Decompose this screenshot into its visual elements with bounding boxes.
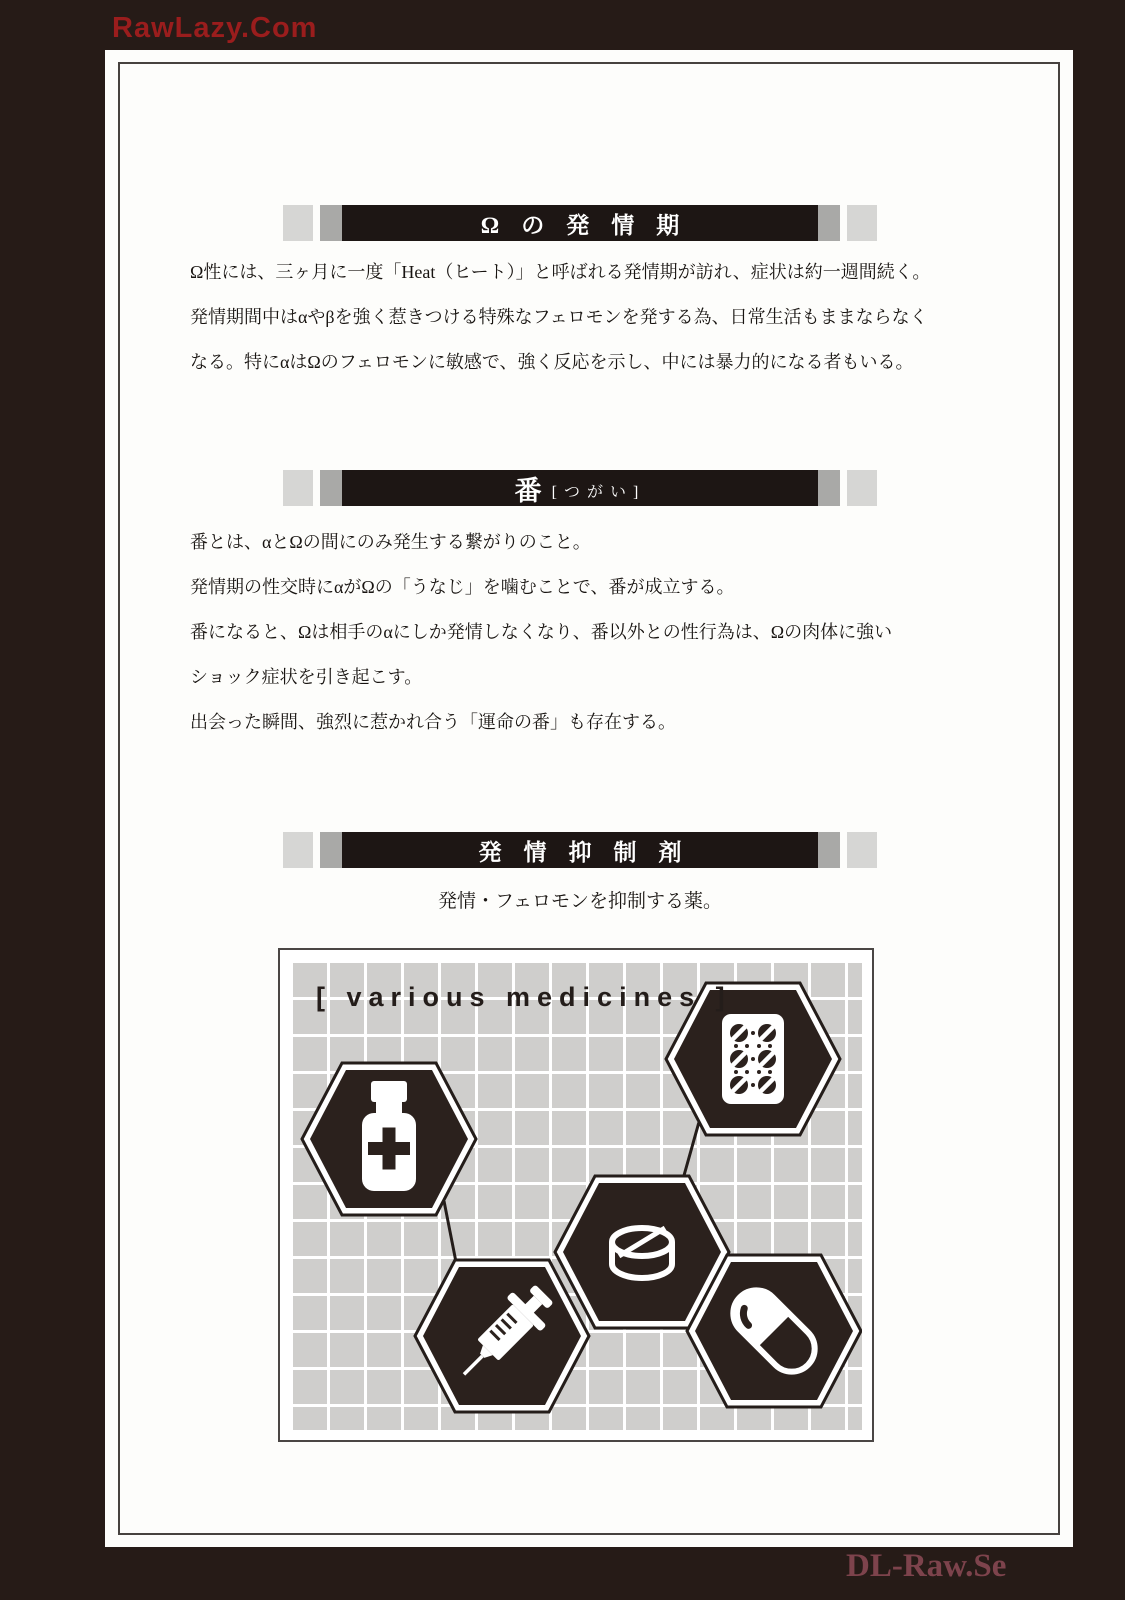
header-deco-square-mid-left xyxy=(320,470,342,506)
text-line: 発情期間中はαやβを強く惹きつける特殊なフェロモンを発する為、日常生活もままならなく xyxy=(190,307,928,327)
header-deco-square-mid-left xyxy=(320,205,342,241)
header-deco-square-light-left xyxy=(283,205,313,241)
connector-line xyxy=(683,1122,699,1179)
medicines-caption: [ various medicines ] xyxy=(316,982,732,1012)
section-header-tsugai xyxy=(283,470,877,506)
hex-syringe xyxy=(415,1260,589,1412)
paragraph-omega-heat xyxy=(190,250,990,385)
text-line: 出会った瞬間、強烈に惹かれ合う「運命の番」も存在する。 xyxy=(190,712,676,732)
pill-blister-pack-icon xyxy=(722,1014,784,1104)
header-deco-square-mid-right xyxy=(818,205,840,241)
header-deco-square-mid-left xyxy=(320,832,342,868)
watermark-dlraw: DL-Raw.Se xyxy=(846,1548,1007,1584)
paragraph-tsugai xyxy=(190,520,990,745)
section-header-suppressant xyxy=(283,832,877,868)
header-deco-square-light-left xyxy=(283,470,313,506)
header-deco-square-mid-right xyxy=(818,832,840,868)
text-line: Ω性には、三ヶ月に一度「Heat（ヒート）」と呼ばれる発情期が訪れ、症状は約一週間続く。 xyxy=(190,262,931,282)
header-bar xyxy=(342,470,818,506)
section-title: Ωの発情期 xyxy=(480,212,702,238)
section-title: 発情抑制剤 xyxy=(478,839,704,865)
suppressant-caption: 発情・フェロモンを抑制する薬。 xyxy=(437,891,723,912)
text-line: 番になると、Ωは相手のαにしか発情しなくなり、番以外との性行為は、Ωの肉体に強い xyxy=(190,622,893,642)
section-header-omega-heat xyxy=(283,205,877,241)
text-line: 発情期の性交時にαがΩの「うなじ」を噛むことで、番が成立する。 xyxy=(190,577,735,597)
hexagon-diagram xyxy=(290,960,862,1430)
text-line: ショック症状を引き起こす。 xyxy=(190,667,423,687)
section-title: 番 xyxy=(514,475,548,506)
text-line: なる。特にαはΩのフェロモンに敏感で、強く反応を示し、中には暴力的になる者もいる。 xyxy=(190,352,914,372)
paper-page xyxy=(105,50,1073,1547)
header-deco-square-light-right xyxy=(847,470,877,506)
header-bar xyxy=(342,832,818,868)
grid-background xyxy=(290,960,862,1430)
header-bar xyxy=(342,205,818,241)
watermark-rawlazy: RawLazy.Com xyxy=(112,12,318,44)
header-deco-square-light-right xyxy=(847,205,877,241)
hex-medicine-bottle xyxy=(302,1063,476,1215)
header-deco-square-mid-right xyxy=(818,470,840,506)
text-line: 番とは、αとΩの間にのみ発生する繋がりのこと。 xyxy=(190,532,591,552)
section-title-reading: [つがい] xyxy=(551,483,646,501)
connector-line xyxy=(444,1201,456,1262)
medicines-infographic xyxy=(278,948,874,1442)
header-deco-square-light-left xyxy=(283,832,313,868)
header-deco-square-light-right xyxy=(847,832,877,868)
